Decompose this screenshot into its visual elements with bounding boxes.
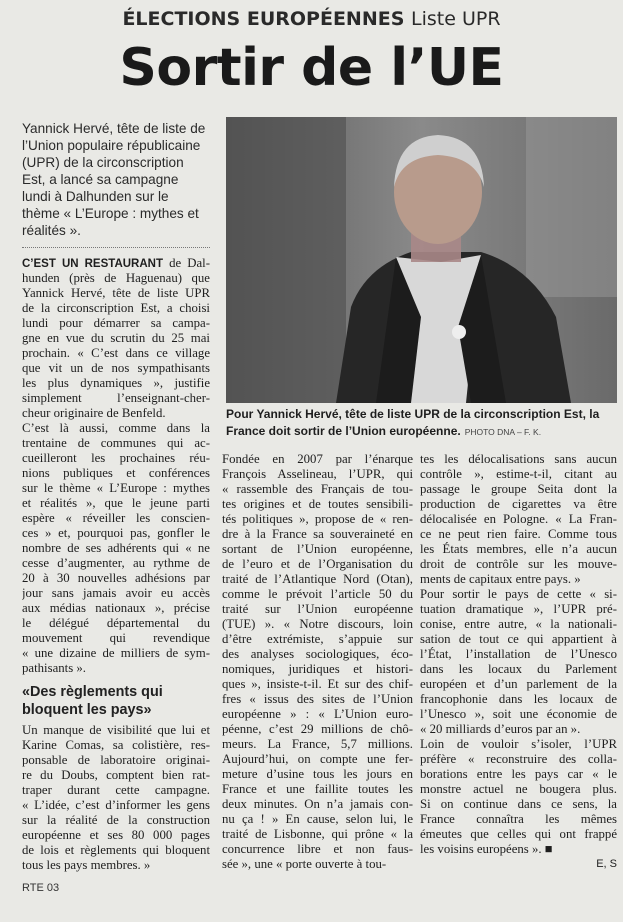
text-line: Aujourd’hui, on compte une fer- [222, 752, 413, 766]
text-line: monstre actuel ne bougera plus. [420, 782, 617, 796]
text-line: ce ne peut rien faire. Comme tous [420, 527, 617, 541]
kicker-sub: Liste UPR [411, 8, 501, 30]
text-line: production de cigarettes va être [420, 497, 617, 511]
text-line: comme le prévoit l’article 50 du [222, 587, 413, 601]
text-line: tes origines et de toutes sensibili- [222, 497, 413, 511]
text-line: européenne et ses 80 000 pages [22, 828, 210, 842]
lead-text: de Dal- [169, 256, 210, 270]
text-line: tous les pays membres. » [22, 858, 151, 872]
column-2 [222, 452, 413, 872]
text-line: francophonie dans les locaux de [420, 692, 617, 706]
text-line: « une dizaine de milliers de sym- [22, 646, 210, 660]
text-line: mouvement qui revendique [22, 631, 210, 645]
text-line: sortant de l’Union européenne, [222, 542, 413, 556]
text-line: nombre de ses adhérents qui « ne [22, 541, 210, 555]
text-line: Fondée en 2007 par l’énarque [222, 452, 413, 466]
text-line: les États membres, elle n’a aucun [420, 542, 617, 556]
text-line: européen et d’un parlement de la [420, 677, 617, 691]
text-line: de lois et règlements qui bloquent [22, 843, 210, 857]
text-line: des analyses sociologiques, éco- [222, 647, 413, 661]
text-line: ces » et, pourquoi pas, gonfler le [22, 526, 210, 540]
caption-text: Pour Yannick Hervé, tête de liste UPR de la circonscription Est, la France doit sortir de l’Union européenne. [226, 407, 600, 438]
photo-image [226, 117, 617, 403]
text-line: ments de capitaux entre pays. » [420, 572, 581, 586]
text-line: (TUE) ». « Notre discours, loin [222, 617, 413, 631]
text-line: ponsable de laboratoire originai- [22, 753, 210, 767]
lead-in: C’EST UN RESTAURANT [22, 258, 170, 270]
text-line: tés politiques », propose de « ren- [222, 512, 413, 526]
text-line: hunden (près de Haguenau) que [22, 271, 210, 285]
text-line: cheur originaire de Benfeld. [22, 406, 166, 420]
text-line: droit de contrôle sur les mouve- [420, 557, 617, 571]
text-line: lundi pour démarrer sa campa- [22, 316, 210, 330]
page-reference: RTE 03 [22, 882, 60, 894]
kicker-section: ÉLECTIONS EUROPÉENNES [122, 8, 405, 30]
text-line: espère « réveiller les conscien- [22, 511, 210, 525]
text-line: dre à la France sa souveraineté en [222, 527, 413, 541]
text-line: de l’euro et de l’Organisation du [222, 557, 413, 571]
text-line: délocalisée en Pologne. « La Fran- [420, 512, 617, 526]
text-line: jour sans jamais avoir eu accès [22, 586, 210, 600]
headline: Sortir de l’UE [119, 38, 504, 98]
text-line: deux minutes. On n’a jamais con- [222, 797, 413, 811]
text-line: gne en vue du scrutin du 25 mai [22, 331, 210, 345]
text-line: 20 à 30 nouvelles adhésions par [22, 571, 210, 585]
text-line: préfère « reconstruire des colla- [420, 752, 617, 766]
text-line: « L’idée, c’est d’informer les gens [22, 798, 210, 812]
text-line: pathisants ». [22, 661, 86, 675]
kicker [0, 8, 623, 30]
text-line: C’est là aussi, comme dans la [22, 421, 210, 435]
text-line: traité de Lisbonne, qui prône « la [222, 827, 413, 841]
text-line: l’État, l’installation de l’Unesco [420, 647, 617, 661]
text-line [22, 256, 210, 271]
author-signature: E, S [596, 858, 617, 870]
column-3 [420, 452, 617, 872]
text-line: borations entre les pays car « le [420, 767, 617, 781]
left-column [22, 120, 210, 895]
text-line: re du Doubs, comptent bien rat- [22, 768, 210, 782]
text-line: que vit un de nos sympathisants [22, 361, 210, 375]
text-line: les voisins européens ». ■ [420, 842, 553, 856]
text-line: d’être extrémiste, s’appuie sur [222, 632, 413, 646]
photo-credit: PHOTO DNA – F. K. [464, 427, 542, 437]
text-line: européenne » : « L’Union euro- [222, 707, 413, 721]
text-line: émeutes que celles qui ont frappé [420, 827, 617, 841]
text-line: Si on continue dans ce sens, la [420, 797, 617, 811]
text-line: simplement l’enseignant-cher- [22, 391, 210, 405]
text-line: de la circonscription Est, a choisi [22, 301, 210, 315]
subheading: «Des règlements qui bloquent les pays» [22, 684, 163, 718]
photo-caption [226, 406, 621, 441]
text-line: sur la réalité de la construction [22, 813, 210, 827]
column-1 [22, 256, 210, 676]
text-line: Pour sortir le pays de cette « si- [420, 587, 617, 601]
text-line: contrôle », estime-t-il, citant au [420, 467, 617, 481]
text-line: Yannick Hervé, tête de liste UPR [22, 286, 210, 300]
column-1-continued [22, 723, 210, 873]
text-line: sur le thème « L’Europe : mythes [22, 481, 210, 495]
divider [22, 247, 210, 248]
text-line: meture d’usine tous les jours en [222, 767, 413, 781]
text-line: traité de l’Atlantique Nord (Otan), [222, 572, 413, 586]
text-line: et réalités », que le jeune parti [22, 496, 210, 510]
text-line: trentaine de communes qui ac- [22, 436, 210, 450]
text-line: tes les délocalisations sans aucun [420, 452, 617, 466]
text-line: Loin de vouloir s’isoler, l’UPR [420, 737, 617, 751]
text-line: tuation dramatique », l’UPR pré- [420, 602, 617, 616]
text-line: cesse d’augmenter, au rythme de [22, 556, 210, 570]
text-line: concurrence libre et non faus- [222, 842, 413, 856]
text-line: passage le groupe Seita dont la [420, 482, 617, 496]
text-line: traité sur l’Union européenne [222, 602, 413, 616]
text-line: nu ça ! » En cause, selon lui, le [222, 812, 413, 826]
text-line: les plus dynamiques », justifie [22, 376, 210, 390]
text-line: le délégué départemental du [22, 616, 210, 630]
text-line: ques », insiste-t-il. Et sur des chif- [222, 677, 413, 691]
text-line: François Asselineau, l’UPR, qui [222, 467, 413, 481]
text-line: nions publiques et conférences [22, 466, 210, 480]
text-line: dans les locaux du Parlement [420, 662, 617, 676]
text-line: nomiques, juridiques et histori- [222, 662, 413, 676]
text-line: fres « issus des sites de l’Union [222, 692, 413, 706]
text-line: meurs. La France, 5,7 millions. [222, 737, 413, 751]
text-line: prochain. « C’est dans ce village [22, 346, 210, 360]
text-line: Karine Comas, sa colistière, res- [22, 738, 210, 752]
text-line: conise, entre autre, « la nationali- [420, 617, 617, 631]
text-line: « 20 milliards d’euros par an ». [420, 722, 581, 736]
text-line: Un manque de visibilité que lui et [22, 723, 210, 737]
text-line: sée », une « porte ouverte à tou- [222, 857, 387, 871]
text-line: aux médias nationaux », précise [22, 601, 210, 615]
text-line: « rassemble des Français de tou- [222, 482, 413, 496]
text-line: cueilleront les prochaines réu- [22, 451, 210, 465]
portrait-photo [226, 117, 617, 403]
text-line: traper durant cette campagne. [22, 783, 210, 797]
text-line: péenne, c’est 29 millions de chô- [222, 722, 413, 736]
intro-text: Yannick Hervé, tête de liste de l’Union populaire républicaine (UPR) de la circonscription Est, a lancé sa campagne lundi à Dalhunden sur le thème « L’Europe : mythes et réalités ». [22, 121, 206, 238]
text-line: l’Unesco », soit une économie de [420, 707, 617, 721]
text-line: France et une faillite toutes les [222, 782, 413, 796]
text-line: France connaîtra les mêmes [420, 812, 617, 826]
text-line: sation de tout ce qui appartient à [420, 632, 617, 646]
